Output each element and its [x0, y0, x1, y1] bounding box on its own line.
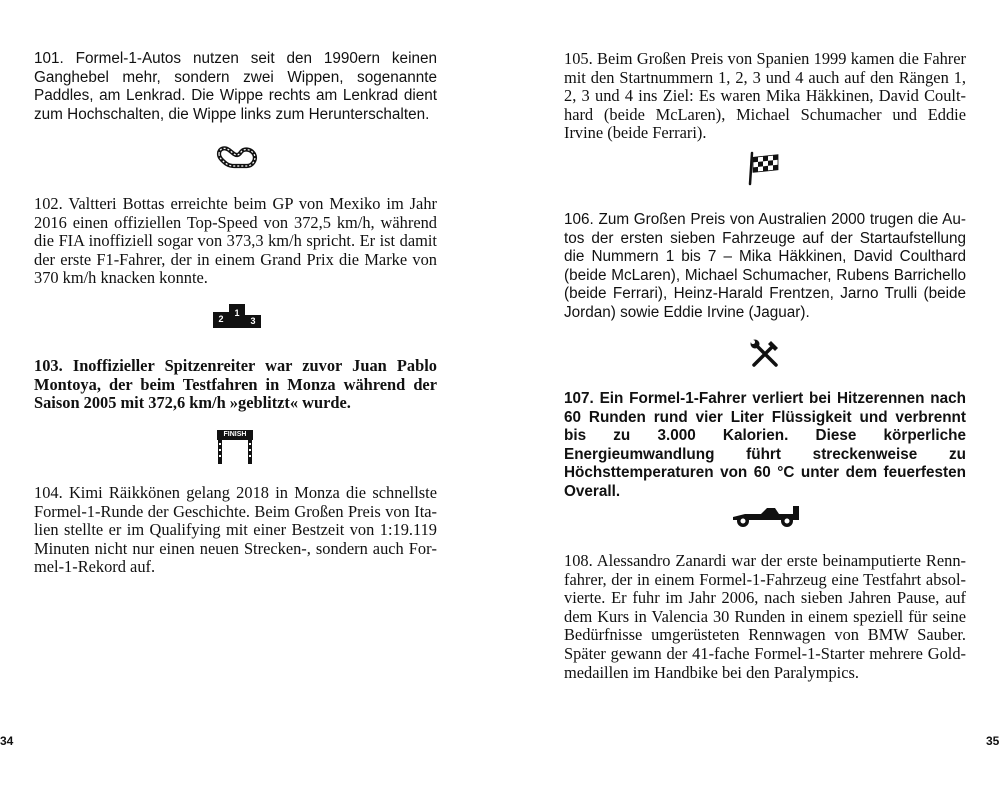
fact-103: 103. Inoffizieller Spitzenreiter war zuvor Juan Pablo Montoya, der beim Testfahren in Monza während der Saison 2005 mit 372,6 km/h »geblitzt« wurde.	[34, 356, 437, 413]
fact-104: 104. Kimi Räikkönen gelang 2018 in Monza die schnellste Formel-1-Runde der Geschichte. Beim Großen Preis von Italien stellte er im Qualifying mit einer Bestzeit von 1:19.119 Minuten nicht nur einen neuen Strecken-, sondern auch Formel-1-Rekord auf.	[34, 483, 437, 577]
fact-105: 105. Beim Großen Preis von Spanien 1999 kamen die Fahrer mit den Startnummern 1, 2, 3 und 4 auch auf den Rängen 1, 2, 3 und 4 ins Ziel: Es waren Mika Häkkinen, David Coulthard (beide McLaren), Michael Schumacher und Eddie Irvine (beide Ferrari).	[564, 49, 966, 143]
wrench-screwdriver-icon	[749, 338, 781, 370]
page-number-right: 35	[986, 734, 1000, 748]
race-car-icon	[731, 504, 803, 528]
fact-102: 102. Valtteri Bottas erreichte beim GP von Mexiko im Jahr 2016 einen offiziellen Top-Speed von 372,5 km/h, während die FIA inoffiziell sogar von 373,3 km/h spricht. Er ist damit der erste F1-Fahrer, der in einem Grand Prix die Marke von 370 km/h knacken konnte.	[34, 194, 437, 288]
finish-gate-icon	[217, 430, 253, 464]
finish-label: FINISH	[223, 431, 247, 438]
fact-107: 107. Ein Formel-1-Fahrer verliert bei Hitzerennen nach 60 Runden rund vier Liter Flüssigkeit und verbrennt bis zu 3.000 Kalorien. Diese körperliche Energieumwandlung führt streckenweise zu Höchsttemperaturen von 60 °C unter dem feuerfesten Overall.	[564, 390, 966, 500]
right-page	[500, 0, 1000, 800]
fact-106: 106. Zum Großen Preis von Australien 2000 trugen die Autos der ersten sieben Fahrzeuge auf der Startaufstellung die Nummern 1 bis 7 – Mika Häkkinen, David Coulthard (beide McLaren), Michael Schumacher, Rubens Barrichello (beide Ferrari), Heinz-Harald Frentzen, Jarno Trulli (beide Jordan) sowie Eddie Irvine (Jaguar).	[564, 211, 966, 321]
fact-108: 108. Alessandro Zanardi war der erste beinamputierte Rennfahrer, der in einem Formel-1-Fahrzeug eine Testfahrt absolvierte. Er fuhr im Jahr 2006, nach sieben Jahren Pause, auf dem Kurs in Valencia 30 Runden in einem speziell für seine Bedürfnisse umgerüsteten Rennwagen von BMW Sauber. Später gewann der 41-fache Formel-1-Starter mehrere Goldmedaillen im Handbike bei den Paralympics.	[564, 551, 966, 682]
fact-101: 101. Formel-1-Autos nutzen seit den 1990ern keinen Ganghebel mehr, sondern zwei Wippen, sogenannte Paddles, am Lenkrad. Die Wippe rechts am Lenkrad dient zum Hochschalten, die Wippe links zum Herunterschalten.	[34, 50, 437, 123]
podium-icon	[213, 304, 261, 328]
race-track-icon	[214, 144, 260, 174]
page-number-left: 34	[0, 734, 14, 748]
checkered-flag-icon	[747, 150, 781, 186]
finish-posts	[217, 440, 253, 464]
podium-first-label: 1	[234, 308, 240, 318]
podium-third-label: 3	[250, 316, 256, 326]
podium-second-label: 2	[218, 314, 224, 324]
